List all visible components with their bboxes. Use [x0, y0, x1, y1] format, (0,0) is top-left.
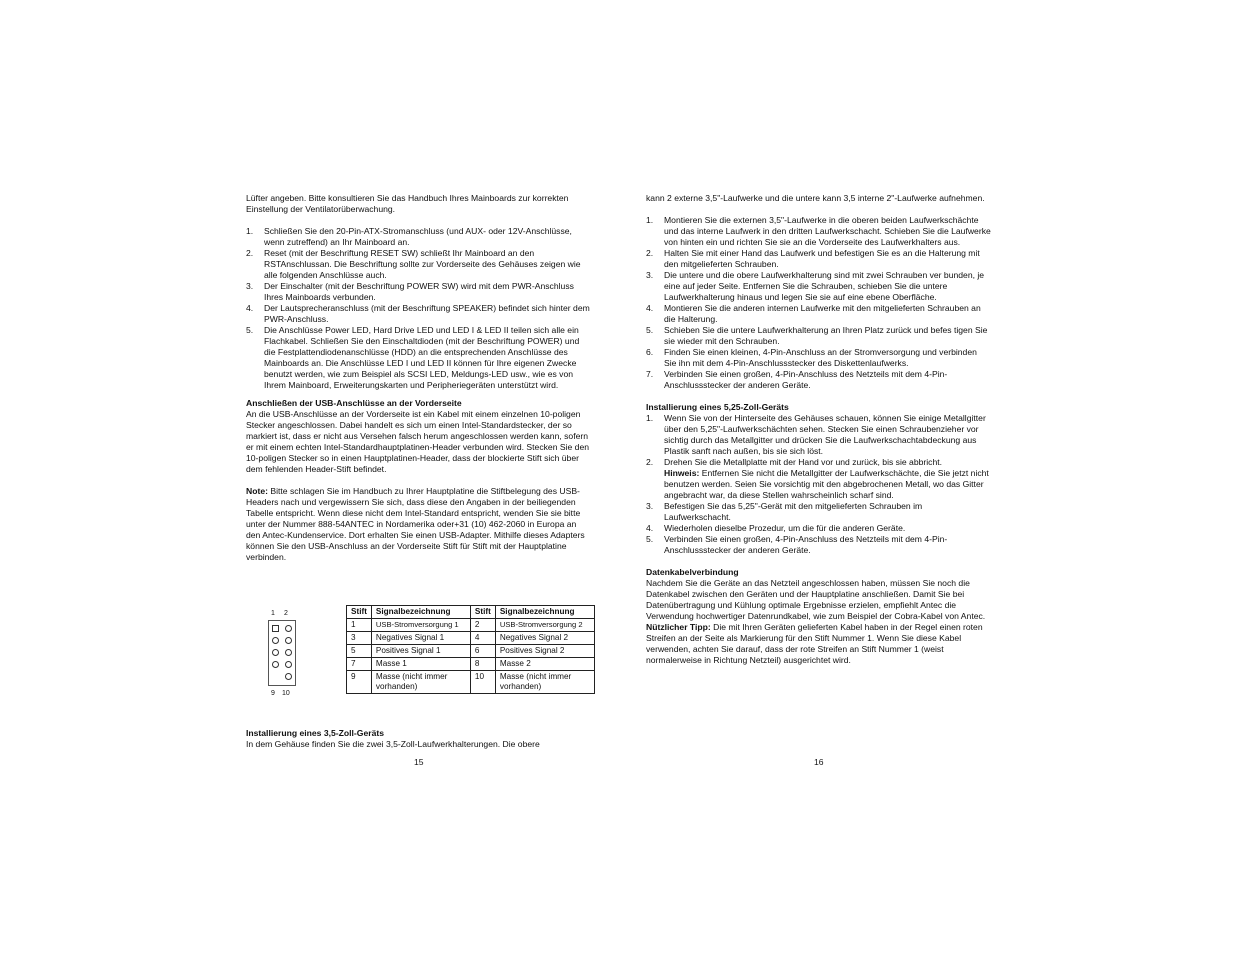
right-page [646, 193, 991, 666]
list-item: 5. Schieben Sie die untere Laufwerkhalterung an Ihren Platz zurück und befes tigen Sie sie wieder mit den Schrauben. [646, 325, 988, 346]
list-item: 2. Drehen Sie die Metallplatte mit der Hand vor und zurück, bis sie abbricht. Hinweis: Entfernen Sie nicht die Metallgitter der Laufwerkschächte, die Sie jetzt nicht benutzen werden. Seien Sie vorsichtig mit den abgebrochenen Metall, wo das Gitter angebracht war, da diese Stellen wahrscheinlich scharf sind. [646, 457, 989, 500]
pin-4-icon [285, 637, 292, 644]
install525-heading: Installierung eines 5,25-Zoll-Geräts [646, 402, 789, 412]
pin-2-icon [285, 625, 292, 632]
hint-label: Hinweis: [664, 468, 700, 478]
pin-header-outline [268, 620, 296, 686]
list-item: 5. Verbinden Sie einen großen, 4-Pin-Anschluss des Netzteils mit dem 4-Pin-Anschlussstecker der anderen Geräte. [646, 534, 948, 555]
left-page [246, 193, 591, 563]
table-header-row: Stift Signalbezeichnung Stift Signalbezeichnung [347, 606, 595, 619]
right-intro: kann 2 externe 3,5"-Laufwerke und die untere kann 3,5 interne 2"-Laufwerke aufnehmen. [646, 193, 985, 203]
pin-label-2: 2 [284, 610, 288, 617]
list-item: 3. Die untere und die obere Laufwerkhalterung sind mit zwei Schrauben ver bunden, je eine auf jeder Seite. Entfernen Sie die Schrauben, schieben Sie die untere Laufwerkhalterung hinaus und legen Sie sie auf eine ebene Oberfläche. [646, 270, 985, 302]
tip-paragraph: Nützlicher Tipp: Die mit Ihren Geräten gelieferten Kabel haben in der Regel einen roten Streifen an der Seite als Markierung für den Stift Nummer 1. Wenn Sie diese Kabel verwenden, achten Sie darauf, dass der rote Streifen an Stift Nummer 1 (weist normalerweise in Richtung Netzteil) ausgerichtet wird. [646, 622, 983, 665]
table-row: 7 Masse 1 8 Masse 2 [347, 658, 595, 671]
left-page-bottom [246, 728, 591, 750]
page-number-16: 16 [814, 757, 824, 767]
list-item: 5. Die Anschlüsse Power LED, Hard Drive LED und LED I & LED II teilen sich alle ein Flachkabel. Schließen Sie den Einschaltdioden (mit der Beschriftung POWER) und die Festplattendiodenanschlüsse (HDD) an die entsprechenden Anschlüsse des Mainboards an. Die Anschlüsse LED I und LED II können für Ihre eigenen Zwecke benutzt werden, wie zum Beispiel als SCSI LED, Meldungs-LED usw., wie es von Ihrem Mainboard, Erweiterungskarten und Peripheriegeräten unterstützt wird. [246, 325, 580, 390]
table-row: 5 Positives Signal 1 6 Positives Signal 2 [347, 645, 595, 658]
list-item: 1. Wenn Sie von der Hinterseite des Gehäuses schauen, können Sie einige Metallgitter über den 5,25"-Laufwerkschächten sehen. Stecken Sie einen Schraubenzieher vor sichtig durch das Metallgitter und drücken Sie die Laufwerkschachtabdeckung aus Plastik sanft nach außen, bis sie sich löst. [646, 413, 986, 456]
table-row: 1 USB-Stromversorgung 1 2 USB-Stromversorgung 2 [347, 619, 595, 632]
pin-1-icon [272, 625, 279, 632]
list-item: 1. Montieren Sie die externen 3,5"-Laufwerke in die oberen beiden Laufwerkschächte und das interne Laufwerk in den dritten Laufwerkschacht. Schieben Sie die Laufwerke von hinten ein und richten Sie sie an die Vorderseite des Laufwerkhalters aus. [646, 215, 991, 247]
list-item: 4. Der Lautsprecheranschluss (mit der Beschriftung SPEAKER) befindet sich hinter dem PWR-Anschluss. [246, 303, 590, 324]
install35-paragraph: In dem Gehäuse finden Sie die zwei 3,5-Zoll-Laufwerkhalterungen. Die obere [246, 739, 540, 749]
note-label: Note: [246, 486, 268, 496]
data-cable-paragraph: Nachdem Sie die Geräte an das Netzteil angeschlossen haben, müssen Sie noch die Datenkabel zwischen den Geräten und der Hauptplatine anschließen. Damit Sie bei Datenübertragung und Kühlung optimale Ergebnisse erzielen, empfiehlt Antec die Verwendung hochwertiger Datenrundkabel, wie zum Beispiel der Cobra-Kabel von Antec. [646, 578, 986, 621]
list-item: 7. Verbinden Sie einen großen, 4-Pin-Anschluss des Netzteils mit dem 4-Pin-Anschlussstecker der anderen Geräte. [646, 369, 948, 390]
tip-label: Nützlicher Tipp: [646, 622, 711, 632]
install35-heading: Installierung eines 3,5-Zoll-Geräts [246, 728, 385, 738]
pin-6-icon [285, 649, 292, 656]
list-item: 2. Reset (mit der Beschriftung RESET SW) schließt Ihr Mainboard an den RSTAnschlussan. Die Beschriftung sollte zur Vorderseite des Gehäuses zeigen wie alle folgenden Anschlüsse auch. [246, 248, 581, 280]
list-item: 1. Schließen Sie den 20-Pin-ATX-Stromanschluss (und AUX- oder 12V-Anschlüsse, wenn zutreffend) an Ihr Mainboard an. [246, 226, 572, 247]
note-paragraph: Note: Bitte schlagen Sie im Handbuch zu Ihrer Hauptplatine die Stiftbelegung des USB-Headers nach und vergewissern Sie sich, dass diese den Angaben in der beiliegenden Tabelle entspricht. Wenn diese nicht dem Intel-Standard entspricht, wenden Sie sie bitte unter der Nummer 888-54ANTEC in Nordamerika oder+31 (10) 462-2060 in Europa an den Antec-Kundenservice. Dort erhalten Sie einen USB-Adapter. Mithilfe dieses Adapters können Sie den USB-Anschluss an der Vorderseite Stift für Stift mit der Hauptplatine verbinden. [246, 486, 585, 562]
usb-paragraph: An die USB-Anschlüsse an der Vorderseite ist ein Kabel mit einem einzelnen 10-poligen Stecker angeschlossen. Dabei handelt es sich um einen Intel-Standardstecker, der so markiert ist, dass er nicht aus Versehen falsch herum angeschlossen werden kann, sofern er mit einem echten Intel-Standardhauptplatinen-Header verbunden wird. Stecken Sie den 10-poligen Stecker so in einen Hauptplatinen-Header, dass der blockierte Stift sich über dem fehlenden Header-Stift befindet. [246, 409, 590, 474]
list-item: 4. Montieren Sie die anderen internen Laufwerke mit den mitgelieferten Schrauben an die Halterung. [646, 303, 981, 324]
table-row: 9 Masse (nicht immer vorhanden) 10 Masse (nicht immer vorhanden) [347, 671, 595, 694]
pin-5-icon [272, 649, 279, 656]
connector-steps [246, 226, 591, 391]
list-item: 3. Befestigen Sie das 5,25"-Gerät mit den mitgelieferten Schrauben im Laufwerkschacht. [646, 501, 923, 522]
list-item: 2. Halten Sie mit einer Hand das Laufwerk und befestigen Sie es an die Halterung mit den mitgelieferten Schrauben. [646, 248, 980, 269]
list-item: 6. Finden Sie einen kleinen, 4-Pin-Anschluss an der Stromversorgung und verbinden Sie ihn mit dem 4-Pin-Anschlussstecker des Diskettenlaufwerks. [646, 347, 977, 368]
pin-10-icon [285, 673, 292, 680]
list-item: 3. Der Einschalter (mit der Beschriftung POWER SW) wird mit dem PWR-Anschluss Ihres Mainboards verbunden. [246, 281, 574, 302]
drive525-steps [646, 413, 991, 556]
pin-3-icon [272, 637, 279, 644]
page-number-15: 15 [414, 757, 424, 767]
usb-pin-table [346, 605, 595, 694]
pin-7-icon [272, 661, 279, 668]
list-item: 4. Wiederholen dieselbe Prozedur, um die für die anderen Geräte. [646, 523, 906, 533]
table-row: 3 Negatives Signal 1 4 Negatives Signal 2 [347, 632, 595, 645]
data-cable-heading: Datenkabelverbindung [646, 567, 739, 577]
usb-heading: Anschließen der USB-Anschlüsse an der Vorderseite [246, 398, 462, 408]
pin-label-10: 10 [282, 690, 290, 697]
pin-8-icon [285, 661, 292, 668]
pin-label-1: 1 [271, 610, 275, 617]
left-intro: Lüfter angeben. Bitte konsultieren Sie das Handbuch Ihres Mainboards zur korrekten Einstellung der Ventilatorüberwachung. [246, 193, 569, 214]
usb-pin-diagram [265, 610, 305, 700]
pin-label-9: 9 [271, 690, 275, 697]
drive35-steps [646, 215, 991, 391]
